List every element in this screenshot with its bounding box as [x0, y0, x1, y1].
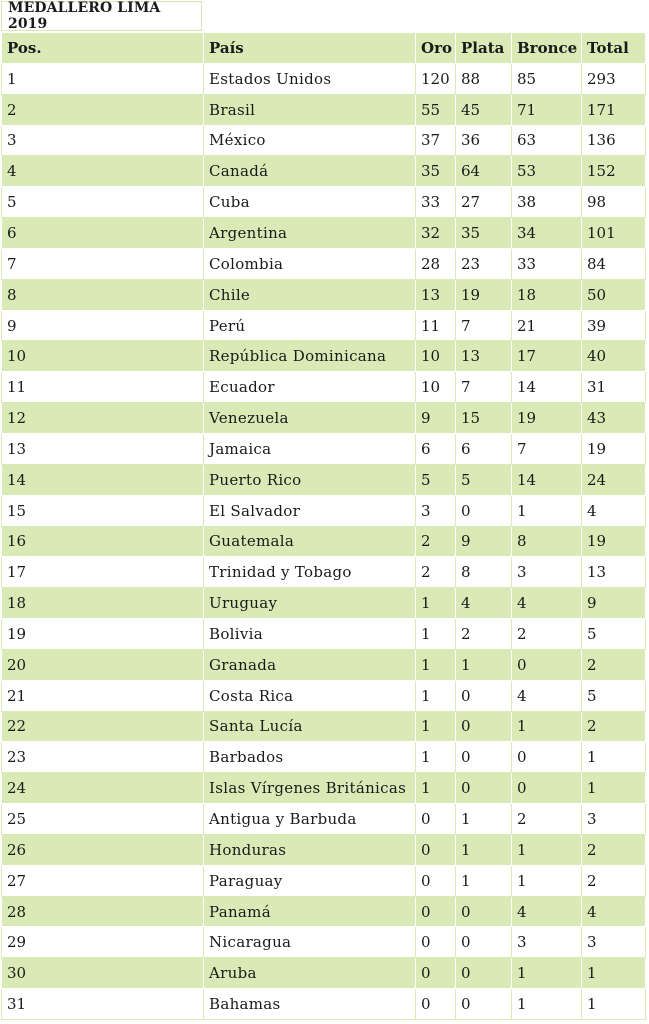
cell-pais: Guatemala [204, 526, 416, 557]
cell-plata: 1 [456, 834, 512, 865]
cell-bronce: 4 [512, 896, 582, 927]
cell-bronce: 8 [512, 526, 582, 557]
cell-bronce: 18 [512, 279, 582, 310]
cell-oro: 2 [416, 557, 456, 588]
cell-oro: 1 [416, 649, 456, 680]
cell-pais: Honduras [204, 834, 416, 865]
cell-pais: Estados Unidos [204, 63, 416, 94]
cell-pais: Colombia [204, 248, 416, 279]
cell-total: 171 [582, 94, 646, 125]
cell-pais: Canadá [204, 156, 416, 187]
header-plata: Plata [456, 33, 512, 64]
cell-pos: 30 [2, 958, 204, 989]
cell-pais: Cuba [204, 187, 416, 218]
cell-bronce: 14 [512, 464, 582, 495]
table-row [2, 248, 646, 279]
cell-plata: 35 [456, 218, 512, 249]
cell-oro: 37 [416, 125, 456, 156]
cell-total: 5 [582, 680, 646, 711]
cell-pos: 25 [2, 804, 204, 835]
cell-pais: Costa Rica [204, 680, 416, 711]
cell-pos: 4 [2, 156, 204, 187]
cell-total: 98 [582, 187, 646, 218]
cell-total: 293 [582, 63, 646, 94]
cell-pos: 31 [2, 989, 204, 1020]
cell-oro: 5 [416, 464, 456, 495]
cell-bronce: 0 [512, 649, 582, 680]
cell-pos: 2 [2, 94, 204, 125]
cell-pos: 19 [2, 619, 204, 650]
cell-pais: Argentina [204, 218, 416, 249]
cell-pais: Bolivia [204, 619, 416, 650]
cell-total: 31 [582, 372, 646, 403]
cell-oro: 33 [416, 187, 456, 218]
cell-plata: 0 [456, 958, 512, 989]
cell-pos: 10 [2, 341, 204, 372]
table-row [2, 649, 646, 680]
cell-pais: Bahamas [204, 989, 416, 1020]
cell-plata: 0 [456, 896, 512, 927]
cell-pos: 5 [2, 187, 204, 218]
cell-pais: Paraguay [204, 865, 416, 896]
cell-plata: 0 [456, 711, 512, 742]
table-row [2, 433, 646, 464]
cell-bronce: 17 [512, 341, 582, 372]
cell-plata: 13 [456, 341, 512, 372]
cell-oro: 1 [416, 680, 456, 711]
cell-bronce: 2 [512, 619, 582, 650]
cell-plata: 0 [456, 495, 512, 526]
cell-plata: 5 [456, 464, 512, 495]
cell-total: 40 [582, 341, 646, 372]
cell-oro: 2 [416, 526, 456, 557]
cell-bronce: 4 [512, 680, 582, 711]
cell-pais: Perú [204, 310, 416, 341]
cell-oro: 0 [416, 958, 456, 989]
cell-oro: 28 [416, 248, 456, 279]
cell-pos: 13 [2, 433, 204, 464]
cell-plata: 7 [456, 310, 512, 341]
cell-oro: 9 [416, 403, 456, 434]
cell-plata: 0 [456, 742, 512, 773]
cell-pos: 8 [2, 279, 204, 310]
table-row [2, 94, 646, 125]
cell-total: 43 [582, 403, 646, 434]
cell-pos: 28 [2, 896, 204, 927]
table-row [2, 526, 646, 557]
cell-pos: 22 [2, 711, 204, 742]
table-row [2, 279, 646, 310]
cell-oro: 120 [416, 63, 456, 94]
table-row [2, 927, 646, 958]
cell-pais: El Salvador [204, 495, 416, 526]
table-row [2, 464, 646, 495]
table-row [2, 804, 646, 835]
table-row [2, 403, 646, 434]
cell-oro: 0 [416, 865, 456, 896]
cell-bronce: 21 [512, 310, 582, 341]
cell-oro: 0 [416, 834, 456, 865]
medal-table [1, 32, 646, 1020]
cell-bronce: 1 [512, 834, 582, 865]
table-row [2, 63, 646, 94]
cell-oro: 32 [416, 218, 456, 249]
cell-oro: 0 [416, 989, 456, 1020]
cell-plata: 8 [456, 557, 512, 588]
cell-pos: 29 [2, 927, 204, 958]
cell-total: 4 [582, 896, 646, 927]
cell-plata: 27 [456, 187, 512, 218]
cell-pos: 12 [2, 403, 204, 434]
cell-plata: 0 [456, 680, 512, 711]
cell-pais: Aruba [204, 958, 416, 989]
cell-total: 4 [582, 495, 646, 526]
cell-total: 1 [582, 958, 646, 989]
cell-bronce: 4 [512, 588, 582, 619]
cell-plata: 1 [456, 649, 512, 680]
table-body [2, 63, 646, 1019]
cell-oro: 0 [416, 896, 456, 927]
cell-pos: 7 [2, 248, 204, 279]
cell-pos: 9 [2, 310, 204, 341]
header-pais: País [204, 33, 416, 64]
cell-pos: 15 [2, 495, 204, 526]
cell-plata: 1 [456, 804, 512, 835]
cell-total: 13 [582, 557, 646, 588]
cell-pais: Granada [204, 649, 416, 680]
cell-pais: Puerto Rico [204, 464, 416, 495]
header-oro: Oro [416, 33, 456, 64]
cell-oro: 10 [416, 372, 456, 403]
cell-pos: 20 [2, 649, 204, 680]
cell-oro: 1 [416, 619, 456, 650]
cell-plata: 0 [456, 927, 512, 958]
cell-bronce: 14 [512, 372, 582, 403]
table-row [2, 773, 646, 804]
cell-total: 19 [582, 433, 646, 464]
cell-bronce: 19 [512, 403, 582, 434]
cell-pais: Chile [204, 279, 416, 310]
cell-bronce: 34 [512, 218, 582, 249]
cell-plata: 6 [456, 433, 512, 464]
cell-bronce: 1 [512, 711, 582, 742]
cell-pos: 24 [2, 773, 204, 804]
cell-bronce: 1 [512, 495, 582, 526]
cell-pais: Antigua y Barbuda [204, 804, 416, 835]
cell-total: 1 [582, 989, 646, 1020]
cell-plata: 2 [456, 619, 512, 650]
cell-oro: 55 [416, 94, 456, 125]
cell-plata: 64 [456, 156, 512, 187]
table-row [2, 680, 646, 711]
cell-pos: 26 [2, 834, 204, 865]
cell-oro: 6 [416, 433, 456, 464]
cell-total: 2 [582, 711, 646, 742]
table-row [2, 310, 646, 341]
cell-bronce: 33 [512, 248, 582, 279]
table-row [2, 187, 646, 218]
cell-pais: Ecuador [204, 372, 416, 403]
cell-total: 136 [582, 125, 646, 156]
cell-bronce: 1 [512, 989, 582, 1020]
cell-plata: 36 [456, 125, 512, 156]
table-row [2, 865, 646, 896]
cell-pais: Nicaragua [204, 927, 416, 958]
header-pos: Pos. [2, 33, 204, 64]
cell-oro: 0 [416, 804, 456, 835]
table-row [2, 341, 646, 372]
cell-bronce: 38 [512, 187, 582, 218]
cell-oro: 35 [416, 156, 456, 187]
cell-oro: 1 [416, 588, 456, 619]
cell-oro: 11 [416, 310, 456, 341]
cell-total: 24 [582, 464, 646, 495]
cell-plata: 88 [456, 63, 512, 94]
cell-plata: 45 [456, 94, 512, 125]
cell-bronce: 1 [512, 865, 582, 896]
cell-pais: Trinidad y Tobago [204, 557, 416, 588]
cell-pais: México [204, 125, 416, 156]
cell-bronce: 85 [512, 63, 582, 94]
table-row [2, 218, 646, 249]
cell-oro: 10 [416, 341, 456, 372]
cell-oro: 1 [416, 711, 456, 742]
cell-oro: 13 [416, 279, 456, 310]
cell-total: 84 [582, 248, 646, 279]
cell-plata: 0 [456, 773, 512, 804]
table-row [2, 495, 646, 526]
cell-bronce: 0 [512, 742, 582, 773]
cell-total: 5 [582, 619, 646, 650]
cell-total: 101 [582, 218, 646, 249]
cell-total: 39 [582, 310, 646, 341]
cell-pos: 17 [2, 557, 204, 588]
table-row [2, 742, 646, 773]
cell-total: 152 [582, 156, 646, 187]
cell-pos: 3 [2, 125, 204, 156]
cell-bronce: 3 [512, 557, 582, 588]
cell-plata: 9 [456, 526, 512, 557]
table-row [2, 619, 646, 650]
cell-pais: Barbados [204, 742, 416, 773]
cell-total: 2 [582, 865, 646, 896]
cell-pais: Venezuela [204, 403, 416, 434]
cell-bronce: 63 [512, 125, 582, 156]
cell-pos: 16 [2, 526, 204, 557]
cell-bronce: 2 [512, 804, 582, 835]
cell-pos: 18 [2, 588, 204, 619]
header-bronce: Bronce [512, 33, 582, 64]
table-row [2, 557, 646, 588]
table-row [2, 372, 646, 403]
cell-total: 1 [582, 773, 646, 804]
cell-plata: 4 [456, 588, 512, 619]
cell-oro: 1 [416, 773, 456, 804]
cell-total: 3 [582, 927, 646, 958]
table-row [2, 989, 646, 1020]
table-row [2, 834, 646, 865]
table-row [2, 588, 646, 619]
cell-pos: 21 [2, 680, 204, 711]
cell-pos: 11 [2, 372, 204, 403]
cell-total: 3 [582, 804, 646, 835]
cell-pais: Santa Lucía [204, 711, 416, 742]
table-row [2, 896, 646, 927]
cell-total: 1 [582, 742, 646, 773]
cell-oro: 3 [416, 495, 456, 526]
cell-pos: 27 [2, 865, 204, 896]
table-title: MEDALLERO LIMA 2019 [1, 1, 202, 31]
cell-pos: 6 [2, 218, 204, 249]
cell-pais: Panamá [204, 896, 416, 927]
cell-pos: 1 [2, 63, 204, 94]
cell-oro: 1 [416, 742, 456, 773]
cell-pais: República Dominicana [204, 341, 416, 372]
cell-pais: Brasil [204, 94, 416, 125]
header-total: Total [582, 33, 646, 64]
table-row [2, 125, 646, 156]
cell-total: 50 [582, 279, 646, 310]
cell-total: 2 [582, 834, 646, 865]
cell-total: 9 [582, 588, 646, 619]
cell-pais: Jamaica [204, 433, 416, 464]
cell-pais: Uruguay [204, 588, 416, 619]
header-row [2, 33, 646, 64]
cell-plata: 19 [456, 279, 512, 310]
cell-bronce: 53 [512, 156, 582, 187]
cell-plata: 15 [456, 403, 512, 434]
cell-total: 19 [582, 526, 646, 557]
table-row [2, 156, 646, 187]
cell-bronce: 0 [512, 773, 582, 804]
table-row [2, 958, 646, 989]
cell-plata: 0 [456, 989, 512, 1020]
cell-pos: 23 [2, 742, 204, 773]
cell-total: 2 [582, 649, 646, 680]
cell-plata: 23 [456, 248, 512, 279]
cell-bronce: 7 [512, 433, 582, 464]
cell-bronce: 3 [512, 927, 582, 958]
cell-oro: 0 [416, 927, 456, 958]
cell-pais: Islas Vírgenes Británicas [204, 773, 416, 804]
cell-bronce: 1 [512, 958, 582, 989]
table-row [2, 711, 646, 742]
cell-plata: 1 [456, 865, 512, 896]
cell-pos: 14 [2, 464, 204, 495]
cell-bronce: 71 [512, 94, 582, 125]
cell-plata: 7 [456, 372, 512, 403]
